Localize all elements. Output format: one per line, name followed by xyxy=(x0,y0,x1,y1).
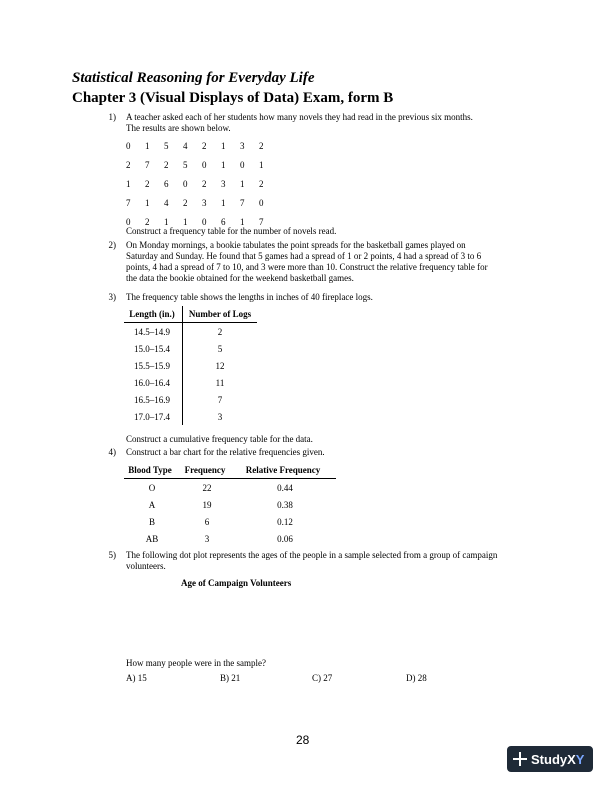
choice-c[interactable]: C) 27 xyxy=(312,673,333,683)
data-row xyxy=(126,198,278,217)
data-cell: 1 xyxy=(240,217,245,227)
data-cell: 0 xyxy=(126,141,131,151)
count-cell: 12 xyxy=(215,360,225,371)
data-cell: 3 xyxy=(240,141,245,151)
book-title: Statistical Reasoning for Everyday Life xyxy=(72,70,315,86)
data-cell: 3 xyxy=(202,198,207,208)
column-header: Length (in.) xyxy=(124,306,183,323)
logo-text xyxy=(531,752,584,767)
data-cell: 1 xyxy=(259,160,264,170)
table-row xyxy=(124,513,336,530)
data-cell: 0 xyxy=(202,217,207,227)
question-2-number: 2) xyxy=(108,240,116,250)
frequency-cell: 19 xyxy=(202,499,212,510)
table-row xyxy=(124,357,257,374)
question-2-text xyxy=(126,240,540,284)
logo-text-main: StudyX xyxy=(531,751,576,767)
table-row xyxy=(124,408,257,425)
data-cell: 2 xyxy=(145,179,150,189)
data-cell: 7 xyxy=(126,198,131,208)
data-cell: 1 xyxy=(145,141,150,151)
question-3-instruction: Construct a cumulative frequency table for the data. xyxy=(126,434,313,444)
blood-type-cell: B xyxy=(148,516,155,527)
frequency-cell: 22 xyxy=(202,482,212,493)
data-row xyxy=(126,160,278,179)
exam-title: Chapter 3 (Visual Displays of Data) Exam, form B xyxy=(72,90,394,106)
table-row xyxy=(124,391,257,408)
data-cell: 2 xyxy=(202,179,207,189)
table-header-row xyxy=(124,462,336,479)
data-cell: 0 xyxy=(240,160,245,170)
question-5-prompt: How many people were in the sample? xyxy=(126,658,266,668)
data-cell: 2 xyxy=(259,141,264,151)
question-2-line: Saturday and Sunday. He found that 5 games had a spread of 1 or 2 points, 4 had a spread of 3 to 6 xyxy=(126,251,482,261)
plus-icon xyxy=(513,752,527,766)
data-cell: 7 xyxy=(240,198,245,208)
question-5-line: volunteers. xyxy=(126,561,166,571)
data-cell: 2 xyxy=(145,217,150,227)
question-2-line: the data the bookie obtained for the weekend basketball games. xyxy=(126,273,354,283)
data-row xyxy=(126,141,278,160)
logo-text-accent: Y xyxy=(575,751,585,767)
data-cell: 2 xyxy=(259,179,264,189)
data-cell: 1 xyxy=(221,198,226,208)
question-2-line: On Monday mornings, a bookie tabulates the point spreads for the basketball games played on xyxy=(126,240,466,250)
relative-frequency-cell: 0.44 xyxy=(277,482,293,493)
column-header: Relative Frequency xyxy=(234,462,336,479)
data-cell: 0 xyxy=(202,160,207,170)
relative-frequency-cell: 0.06 xyxy=(277,533,293,544)
count-cell: 11 xyxy=(215,377,225,388)
data-cell: 7 xyxy=(145,160,150,170)
frequency-cell: 3 xyxy=(204,533,210,544)
length-cell: 15.5–15.9 xyxy=(124,357,183,374)
table-row xyxy=(124,530,336,547)
table-header-row xyxy=(124,306,257,323)
question-3-number: 3) xyxy=(108,292,116,302)
data-cell: 5 xyxy=(164,141,169,151)
question-1-number: 1) xyxy=(108,112,116,122)
data-cell: 0 xyxy=(126,217,131,227)
data-cell: 1 xyxy=(126,179,131,189)
length-cell: 15.0–15.4 xyxy=(124,340,183,357)
blood-type-cell: AB xyxy=(145,533,159,544)
data-cell: 2 xyxy=(164,160,169,170)
relative-frequency-cell: 0.12 xyxy=(277,516,293,527)
data-cell: 0 xyxy=(259,198,264,208)
count-cell: 2 xyxy=(217,326,223,337)
question-3-text: The frequency table shows the lengths in inches of 40 fireplace logs. xyxy=(126,292,373,302)
question-5-line: The following dot plot represents the ages of the people in a sample selected from a group of campaign xyxy=(126,550,498,560)
question-1-text xyxy=(126,112,540,134)
choice-d[interactable]: D) 28 xyxy=(406,673,427,683)
data-cell: 1 xyxy=(240,179,245,189)
table-row xyxy=(124,479,336,497)
data-cell: 6 xyxy=(221,217,226,227)
length-cell: 17.0–17.4 xyxy=(124,408,183,425)
question-4-number: 4) xyxy=(108,447,116,457)
data-cell: 1 xyxy=(164,217,169,227)
table-row xyxy=(124,340,257,357)
data-cell: 1 xyxy=(145,198,150,208)
table-row xyxy=(124,496,336,513)
question-5-number: 5) xyxy=(108,550,116,560)
question-1-line: The results are shown below. xyxy=(126,123,231,133)
table-row xyxy=(124,374,257,391)
count-cell: 3 xyxy=(217,411,223,422)
relative-frequency-cell: 0.38 xyxy=(277,499,293,510)
data-cell: 2 xyxy=(202,141,207,151)
length-cell: 14.5–14.9 xyxy=(124,323,183,341)
data-cell: 4 xyxy=(183,141,188,151)
dot-plot-title: Age of Campaign Volunteers xyxy=(181,578,292,588)
question-1-instruction: Construct a frequency table for the number of novels read. xyxy=(126,226,337,236)
data-cell: 5 xyxy=(183,160,188,170)
question-4-text: Construct a bar chart for the relative frequencies given. xyxy=(126,447,325,457)
question-2-line: points, 4 had a spread of 7 to 10, and 3 were more than 10. Construct the relative frequency table for xyxy=(126,262,488,272)
page-number: 28 xyxy=(296,733,310,747)
blood-type-table xyxy=(124,462,336,547)
table-row xyxy=(124,323,257,341)
data-cell: 3 xyxy=(221,179,226,189)
data-cell: 2 xyxy=(183,198,188,208)
data-cell: 2 xyxy=(126,160,131,170)
data-row xyxy=(126,179,278,198)
question-1-line: A teacher asked each of her students how many novels they had read in the previous six months. xyxy=(126,112,473,122)
question-5-text xyxy=(126,550,540,572)
column-header: Blood Type xyxy=(124,462,180,479)
data-cell: 6 xyxy=(164,179,169,189)
choice-a[interactable]: A) 15 xyxy=(126,673,147,683)
data-cell: 4 xyxy=(164,198,169,208)
data-cell: 7 xyxy=(259,217,264,227)
frequency-cell: 6 xyxy=(204,516,210,527)
count-cell: 7 xyxy=(217,394,223,405)
data-cell: 1 xyxy=(183,217,188,227)
choice-b[interactable]: B) 21 xyxy=(220,673,241,683)
blood-type-cell: A xyxy=(148,499,156,510)
dot-plot-area xyxy=(126,592,486,654)
column-header: Frequency xyxy=(180,462,234,479)
novels-data-grid xyxy=(126,141,278,236)
data-cell: 1 xyxy=(221,141,226,151)
logs-frequency-table xyxy=(124,306,257,425)
count-cell: 5 xyxy=(217,343,223,354)
length-cell: 16.0–16.4 xyxy=(124,374,183,391)
length-cell: 16.5–16.9 xyxy=(124,391,183,408)
column-header: Number of Logs xyxy=(183,306,258,323)
data-cell: 1 xyxy=(221,160,226,170)
blood-type-cell: O xyxy=(148,482,156,493)
data-cell: 0 xyxy=(183,179,188,189)
studyx-logo[interactable] xyxy=(507,746,593,772)
